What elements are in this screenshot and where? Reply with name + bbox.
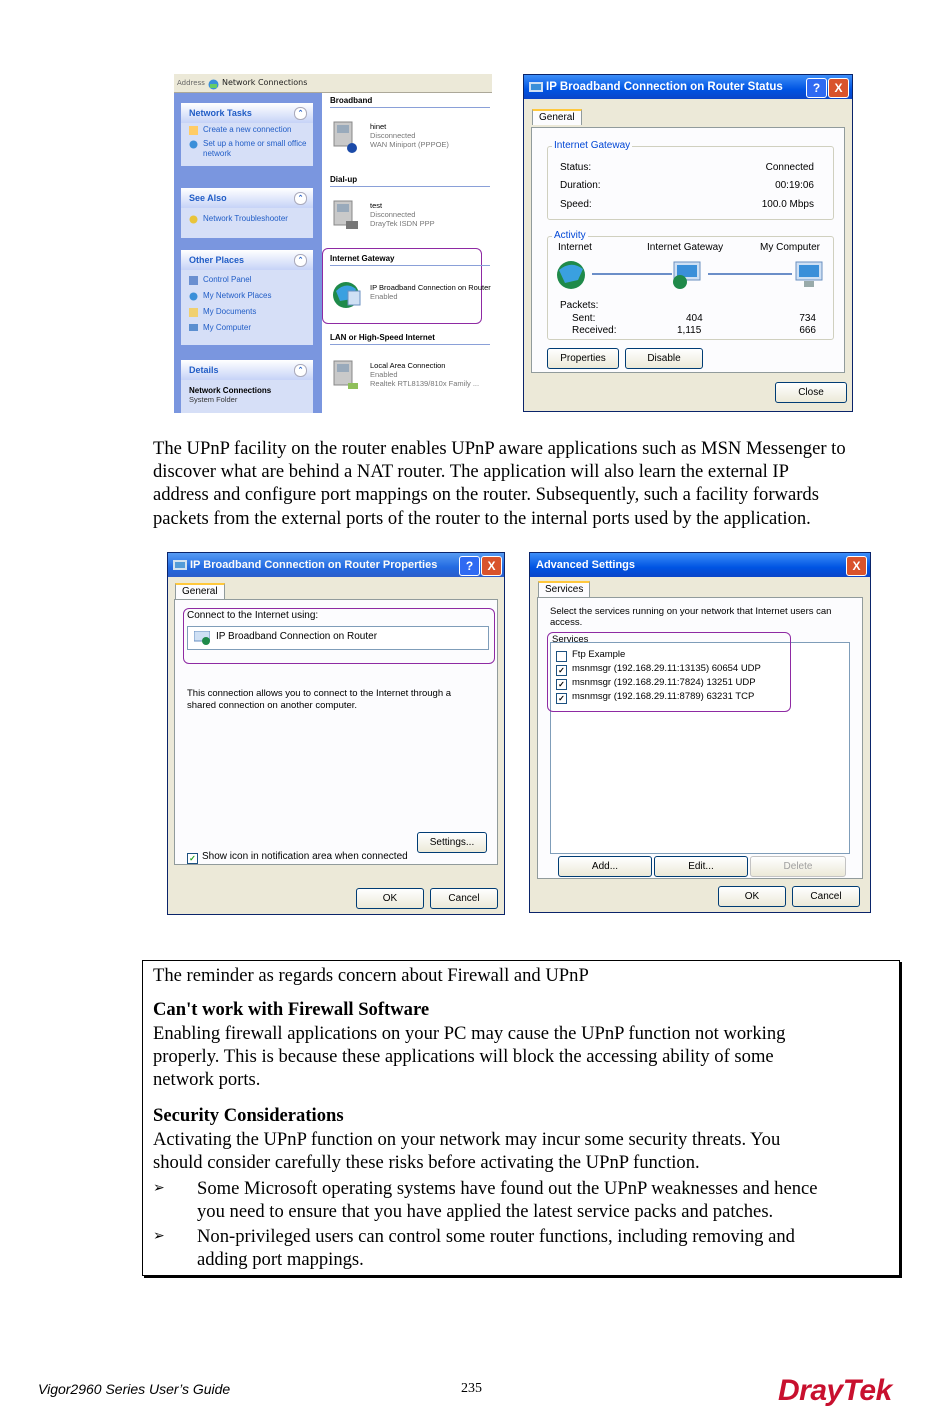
note-line: network ports. <box>153 1069 261 1090</box>
task-link[interactable]: My Network Places <box>181 287 313 303</box>
help-button[interactable]: ? <box>459 556 480 576</box>
connection-name: test <box>370 201 383 210</box>
sent-label: Sent: <box>572 313 596 324</box>
panel-title: See Also <box>189 193 227 203</box>
connection-status: Enabled <box>370 292 398 301</box>
ok-button[interactable]: OK <box>356 888 424 909</box>
panel-header[interactable] <box>181 103 313 123</box>
show-icon-label: Show icon in notification area when connected <box>202 851 408 862</box>
duration-value: 00:19:06 <box>775 180 814 191</box>
details-name: Network Connections <box>189 386 272 395</box>
duration-label: Duration: <box>560 180 601 191</box>
connection-description: This connection allows you to connect to the Internet through a shared connection on another computer. <box>187 688 452 711</box>
received-label: Received: <box>572 325 617 336</box>
connection-field[interactable] <box>187 626 489 650</box>
service-checkbox[interactable]: ✓ <box>556 665 567 676</box>
gateway-legend: Internet Gateway <box>554 140 631 151</box>
connection-name: hinet <box>370 122 387 131</box>
gateway-computer-icon <box>672 260 704 295</box>
status-label: Status: <box>560 162 592 173</box>
link-line <box>592 273 672 275</box>
group-internet-gateway: Internet Gateway <box>330 254 490 266</box>
tab-services[interactable]: Services <box>538 581 590 597</box>
other-places-panel <box>181 250 313 345</box>
task-link[interactable]: Create a new connection <box>181 123 313 137</box>
home-network-icon <box>189 140 198 149</box>
dialup-connection-icon <box>332 120 362 154</box>
general-panel <box>531 127 845 373</box>
see-also-panel <box>181 188 313 238</box>
task-link[interactable]: My Documents <box>181 303 313 319</box>
service-item[interactable]: msnmsgr (192.168.29.11:8789) 63231 TCP <box>572 691 755 702</box>
services-legend: Services <box>552 634 589 645</box>
status-value: Connected <box>765 162 814 173</box>
node-gateway: Internet Gateway <box>647 242 724 253</box>
bullet-arrow-icon: ➢ <box>153 1228 165 1244</box>
note-line: properly. This is because these applications will block the accessing ability of some <box>153 1046 774 1067</box>
note-line: Activating the UPnP function on your network may incur some security threats. You <box>153 1129 781 1150</box>
connection-device: WAN Miniport (PPPOE) <box>370 140 449 149</box>
properties-button[interactable]: Properties <box>547 348 619 369</box>
disable-button[interactable]: Disable <box>625 348 703 369</box>
network-connections-window <box>174 74 492 413</box>
collapse-icon[interactable]: ⌃ <box>294 107 307 120</box>
title-bar[interactable] <box>168 553 504 577</box>
close-icon[interactable]: X <box>828 78 849 98</box>
settings-button[interactable]: Settings... <box>417 832 487 853</box>
task-link[interactable]: Network Troubleshooter <box>181 208 313 226</box>
status-dialog <box>523 74 853 412</box>
note-line: Enabling firewall applications on your PC may cause the UPnP function not working <box>153 1023 786 1044</box>
connection-status: Enabled <box>370 370 398 379</box>
sent-gateway: 404 <box>686 313 703 324</box>
connection-hinet[interactable] <box>332 120 492 160</box>
show-icon-checkbox[interactable]: ✓ <box>187 853 198 864</box>
connection-ip-broadband[interactable] <box>332 279 492 319</box>
task-link[interactable]: Control Panel <box>181 270 313 287</box>
upnp-paragraph <box>153 437 923 530</box>
service-checkbox[interactable] <box>556 651 567 662</box>
address-label: Address <box>177 79 205 87</box>
network-tasks-panel <box>181 103 313 166</box>
connection-status: Disconnected <box>370 131 416 140</box>
address-bar[interactable] <box>174 74 492 93</box>
speed-value: 100.0 Mbps <box>761 199 814 210</box>
connection-status: Disconnected <box>370 210 416 219</box>
new-connection-icon <box>189 126 198 135</box>
note-heading: The reminder as regards concern about Firewall and UPnP <box>153 965 589 986</box>
packets-label: Packets: <box>560 300 599 311</box>
paragraph-line: address and configure port mappings on the router. Subsequently, such a facility forwards <box>153 484 819 506</box>
collapse-icon[interactable]: ⌃ <box>294 364 307 377</box>
bullet-arrow-icon: ➢ <box>153 1180 165 1196</box>
documents-icon <box>189 308 198 317</box>
firewall-note-box <box>142 960 900 1276</box>
title-bar[interactable] <box>524 75 852 99</box>
cancel-button[interactable]: Cancel <box>430 888 498 909</box>
connection-device: DrayTek ISDN PPP <box>370 219 435 228</box>
network-icon <box>173 558 187 571</box>
speed-label: Speed: <box>560 199 592 210</box>
details-type: System Folder <box>189 395 238 404</box>
network-icon <box>529 80 543 93</box>
connection-local-area[interactable] <box>332 359 492 399</box>
dialog-title: Advanced Settings <box>536 559 636 571</box>
node-computer: My Computer <box>760 242 821 253</box>
bullet-line: Some Microsoft operating systems have found out the UPnP weaknesses and hence <box>197 1178 818 1199</box>
group-dialup: Dial-up <box>330 175 490 187</box>
panel-title: Other Places <box>189 255 245 265</box>
connection-name: IP Broadband Connection on Router <box>370 283 491 292</box>
control-panel-icon <box>189 276 198 285</box>
sent-computer: 734 <box>799 313 816 324</box>
close-button[interactable]: Close <box>775 382 847 403</box>
paragraph-line: The UPnP facility on the router enables UPnP aware applications such as MSN Messenger to <box>153 438 846 459</box>
connection-name: Local Area Connection <box>370 361 446 370</box>
task-link[interactable]: My Computer <box>181 319 313 335</box>
address-value: Network Connections <box>222 78 308 87</box>
computer-icon <box>189 324 198 333</box>
gateway-globe-icon <box>332 279 362 313</box>
page-number: 235 <box>461 1381 482 1396</box>
panel-header[interactable] <box>181 250 313 270</box>
services-panel <box>537 597 863 879</box>
details-panel <box>181 360 313 413</box>
activity-legend: Activity <box>554 230 586 241</box>
panel-title: Details <box>189 365 219 375</box>
collapse-icon[interactable]: ⌃ <box>294 192 307 205</box>
connection-name: IP Broadband Connection on Router <box>216 631 378 642</box>
cancel-button[interactable]: Cancel <box>792 886 860 907</box>
panel-header[interactable] <box>181 188 313 208</box>
collapse-icon[interactable]: ⌃ <box>294 254 307 267</box>
service-checkbox[interactable]: ✓ <box>556 679 567 690</box>
section-title: Can't work with Firewall Software <box>153 999 430 1020</box>
network-places-icon <box>189 292 198 301</box>
connection-test[interactable] <box>332 199 492 239</box>
panel-title: Network Tasks <box>189 108 252 118</box>
globe-icon <box>556 260 588 295</box>
task-link[interactable]: Set up a home or small office network <box>181 137 313 161</box>
lan-connection-icon <box>332 359 362 393</box>
dialog-title: IP Broadband Connection on Router Properties <box>190 559 438 571</box>
panel-header[interactable] <box>181 360 313 380</box>
tab-general[interactable]: General <box>532 109 582 125</box>
connection-device: Realtek RTL8139/810x Family ... <box>370 379 480 388</box>
footer-guide-title: Vigor2960 Series User’s Guide <box>38 1381 231 1397</box>
group-broadband: Broadband <box>330 96 490 108</box>
received-gateway: 1,115 <box>677 325 702 336</box>
help-button[interactable]: ? <box>806 78 827 98</box>
properties-dialog <box>167 552 505 915</box>
delete-button[interactable]: Delete <box>750 856 846 877</box>
bullet-line: adding port mappings. <box>197 1249 364 1270</box>
service-item[interactable]: msnmsgr (192.168.29.11:7824) 13251 UDP <box>572 677 756 688</box>
paragraph-line: packets from the external ports of the router to the internal ports used by the application. <box>153 507 811 529</box>
advanced-settings-dialog <box>529 552 871 913</box>
add-button[interactable]: Add... <box>558 856 652 877</box>
connect-label: Connect to the Internet using: <box>187 610 319 621</box>
ok-button[interactable]: OK <box>718 886 786 907</box>
draytek-logo: DrayTek <box>778 1374 892 1407</box>
note-line: should consider carefully these risks before activating the UPnP function. <box>153 1152 700 1173</box>
dialog-title: IP Broadband Connection on Router Status <box>546 81 783 93</box>
group-lan: LAN or High-Speed Internet <box>330 333 490 345</box>
network-icon <box>194 631 210 650</box>
service-item[interactable]: Ftp Example <box>572 649 626 660</box>
my-computer-icon <box>794 260 826 295</box>
edit-button[interactable]: Edit... <box>654 856 748 877</box>
services-intro: Select the services running on your network that Internet users can access. <box>550 606 832 628</box>
general-panel <box>174 599 498 865</box>
title-bar[interactable] <box>530 553 870 577</box>
close-icon[interactable]: X <box>846 556 867 576</box>
paragraph-line: discover what are behind a NAT router. The application will also learn the external IP <box>153 461 789 483</box>
section-title: Security Considerations <box>153 1105 344 1126</box>
node-internet: Internet <box>558 242 592 253</box>
network-folder-icon <box>208 77 219 88</box>
received-computer: 666 <box>799 325 816 336</box>
link-line <box>708 273 792 275</box>
service-checkbox[interactable]: ✓ <box>556 693 567 704</box>
tab-general[interactable]: General <box>175 583 225 599</box>
service-item[interactable]: msnmsgr (192.168.29.11:13135) 60654 UDP <box>572 663 761 674</box>
bullet-line: you need to ensure that you have applied the latest service packs and patches. <box>197 1201 774 1222</box>
troubleshooter-icon <box>189 215 198 224</box>
close-icon[interactable]: X <box>481 556 502 576</box>
bullet-line: Non-privileged users can control some router functions, including removing and <box>197 1226 795 1247</box>
dialup-connection-icon <box>332 199 362 233</box>
task-sidebar <box>174 93 322 413</box>
